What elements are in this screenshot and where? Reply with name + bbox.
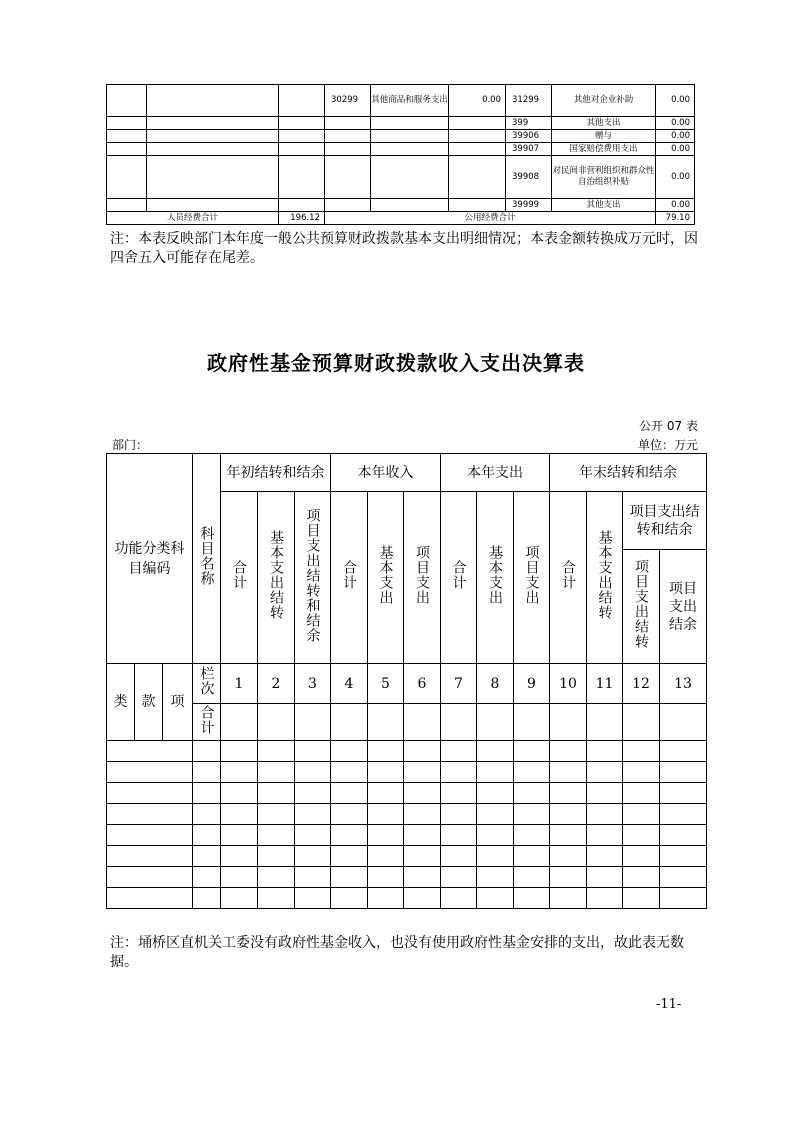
header-text: 栏次 [198,666,215,696]
xiang-header: 项 [163,664,193,741]
col-number: 6 [404,664,441,704]
sum-label [193,704,221,741]
header-text: 项目支出结转 [633,559,649,649]
table-row [107,85,695,117]
fund-budget-table [106,453,707,909]
income-header: 本年收入 [331,454,441,492]
header-text: 项目支出结余 [669,580,697,633]
end-total-header [550,492,587,664]
income-proj-header [404,492,441,664]
col-number: 3 [295,664,331,704]
kuan-header: 款 [135,664,163,741]
end-basic-carry-header [587,492,623,664]
cell-name: 其他商品和服务支出 [371,85,449,117]
header-text: 基本支出 [377,545,394,605]
department-label: 部门： [112,438,149,452]
table-row [107,156,695,199]
cell-code: 39908 [506,156,552,199]
begin-balance-header [221,454,331,492]
col-number: 12 [623,664,660,704]
expense-detail-table-fragment [106,84,695,225]
begin-total-header [221,492,258,664]
header-text: 合计 [231,560,247,590]
func-code-header-text: 功能分类科目编码 [114,540,185,577]
end-proj-carry-header [623,550,660,664]
subject-name-header-text: 科目名称 [198,526,215,586]
expense-basic-header [477,492,514,664]
personnel-total-label: 人员经费合计 [107,212,279,225]
end-proj-header [623,492,707,550]
col-number: 5 [368,664,404,704]
table-row [107,867,707,888]
form-code: 公开 07 表 [639,419,698,433]
table-note: 注：本表反映部门本年度一般公共预算财政拨款基本支出明细情况；本表金额转换成万元时，因四舍五入可能存在尾差。 [110,231,698,266]
col-number: 1 [221,664,258,704]
income-total-header [331,492,368,664]
cell-code: 39906 [506,130,552,143]
sum-row [107,704,707,741]
lei-header: 类 [107,664,135,741]
column-number-row [107,664,707,704]
unit-label: 单位：万元 [637,438,698,452]
cell-code: 399 [506,117,552,130]
end-balance-header: 年末结转和结余 [550,454,707,492]
table-row [107,741,707,762]
func-code-header [107,454,193,664]
cell-amount: 0.00 [449,85,506,117]
page-number: -11- [656,997,682,1012]
table-row-totals [107,212,695,225]
personnel-total-value: 196.12 [279,212,325,225]
table-row [107,762,707,783]
col-number: 2 [258,664,295,704]
header-text: 项目支出 [414,545,430,605]
table-row [107,846,707,867]
header-text: 项目支出结转和结余 [629,503,700,538]
table-row [107,143,695,156]
col-number: 8 [477,664,514,704]
header-text: 合计 [198,704,215,735]
table-row [107,825,707,846]
subject-name-header [193,454,221,664]
header-text: 基本支出结转 [268,530,284,620]
cell-code: 39999 [506,199,552,212]
table-row [107,888,707,909]
cell-amount: 0.00 [656,130,695,143]
begin-proj-carry-header [295,492,331,664]
table-row [107,783,707,804]
cell-name: 赠与 [552,130,656,143]
cell-name: 其他支出 [552,199,656,212]
cell-code: 31299 [506,85,552,117]
col-number: 11 [587,664,623,704]
table-note: 注：埇桥区直机关工委没有政府性基金收入，也没有使用政府性基金安排的支出，故此表无数据。 [110,935,684,970]
begin-balance-header-text: 年初结转和结余 [226,464,325,481]
col-number: 13 [660,664,707,704]
header-text: 项目支出 [523,545,540,605]
cell-name: 其他支出 [552,117,656,130]
page-title: 政府性基金预算财政拨款收入支出决算表 [207,351,585,375]
col-number: 7 [441,664,477,704]
cell-amount: 0.00 [656,143,695,156]
table-row [107,199,695,212]
cell-code: 39907 [506,143,552,156]
table-row [107,117,695,130]
income-basic-header [368,492,404,664]
cell-amount: 0.00 [656,156,695,199]
begin-basic-carry-header [258,492,295,664]
cell-code: 30299 [325,85,371,117]
header-text: 基本支出结转 [596,530,613,620]
public-total-value: 79.10 [656,212,695,225]
cell-amount: 0.00 [656,85,695,117]
expense-header: 本年支出 [441,454,550,492]
expense-total-header [441,492,477,664]
row-no-header [193,664,221,704]
table-row [107,804,707,825]
header-text: 合计 [341,560,357,590]
cell-name: 国家赔偿费用支出 [552,143,656,156]
header-text: 合计 [450,560,467,590]
cell-amount: 0.00 [656,117,695,130]
header-row [107,454,707,492]
public-total-label: 公用经费合计 [325,212,656,225]
table-row [107,130,695,143]
col-number: 10 [550,664,587,704]
header-text: 基本支出 [487,545,503,605]
col-number: 4 [331,664,368,704]
cell-amount: 0.00 [656,199,695,212]
expense-proj-header [514,492,550,664]
cell-name: 其他对企业补助 [552,85,656,117]
header-text: 合计 [560,560,576,590]
header-text: 项目支出结转和结余 [304,507,321,643]
col-number: 9 [514,664,550,704]
cell-name: 对民间非营利组织和群众性自治组织补贴 [552,156,656,199]
end-proj-surplus-header [660,550,707,664]
